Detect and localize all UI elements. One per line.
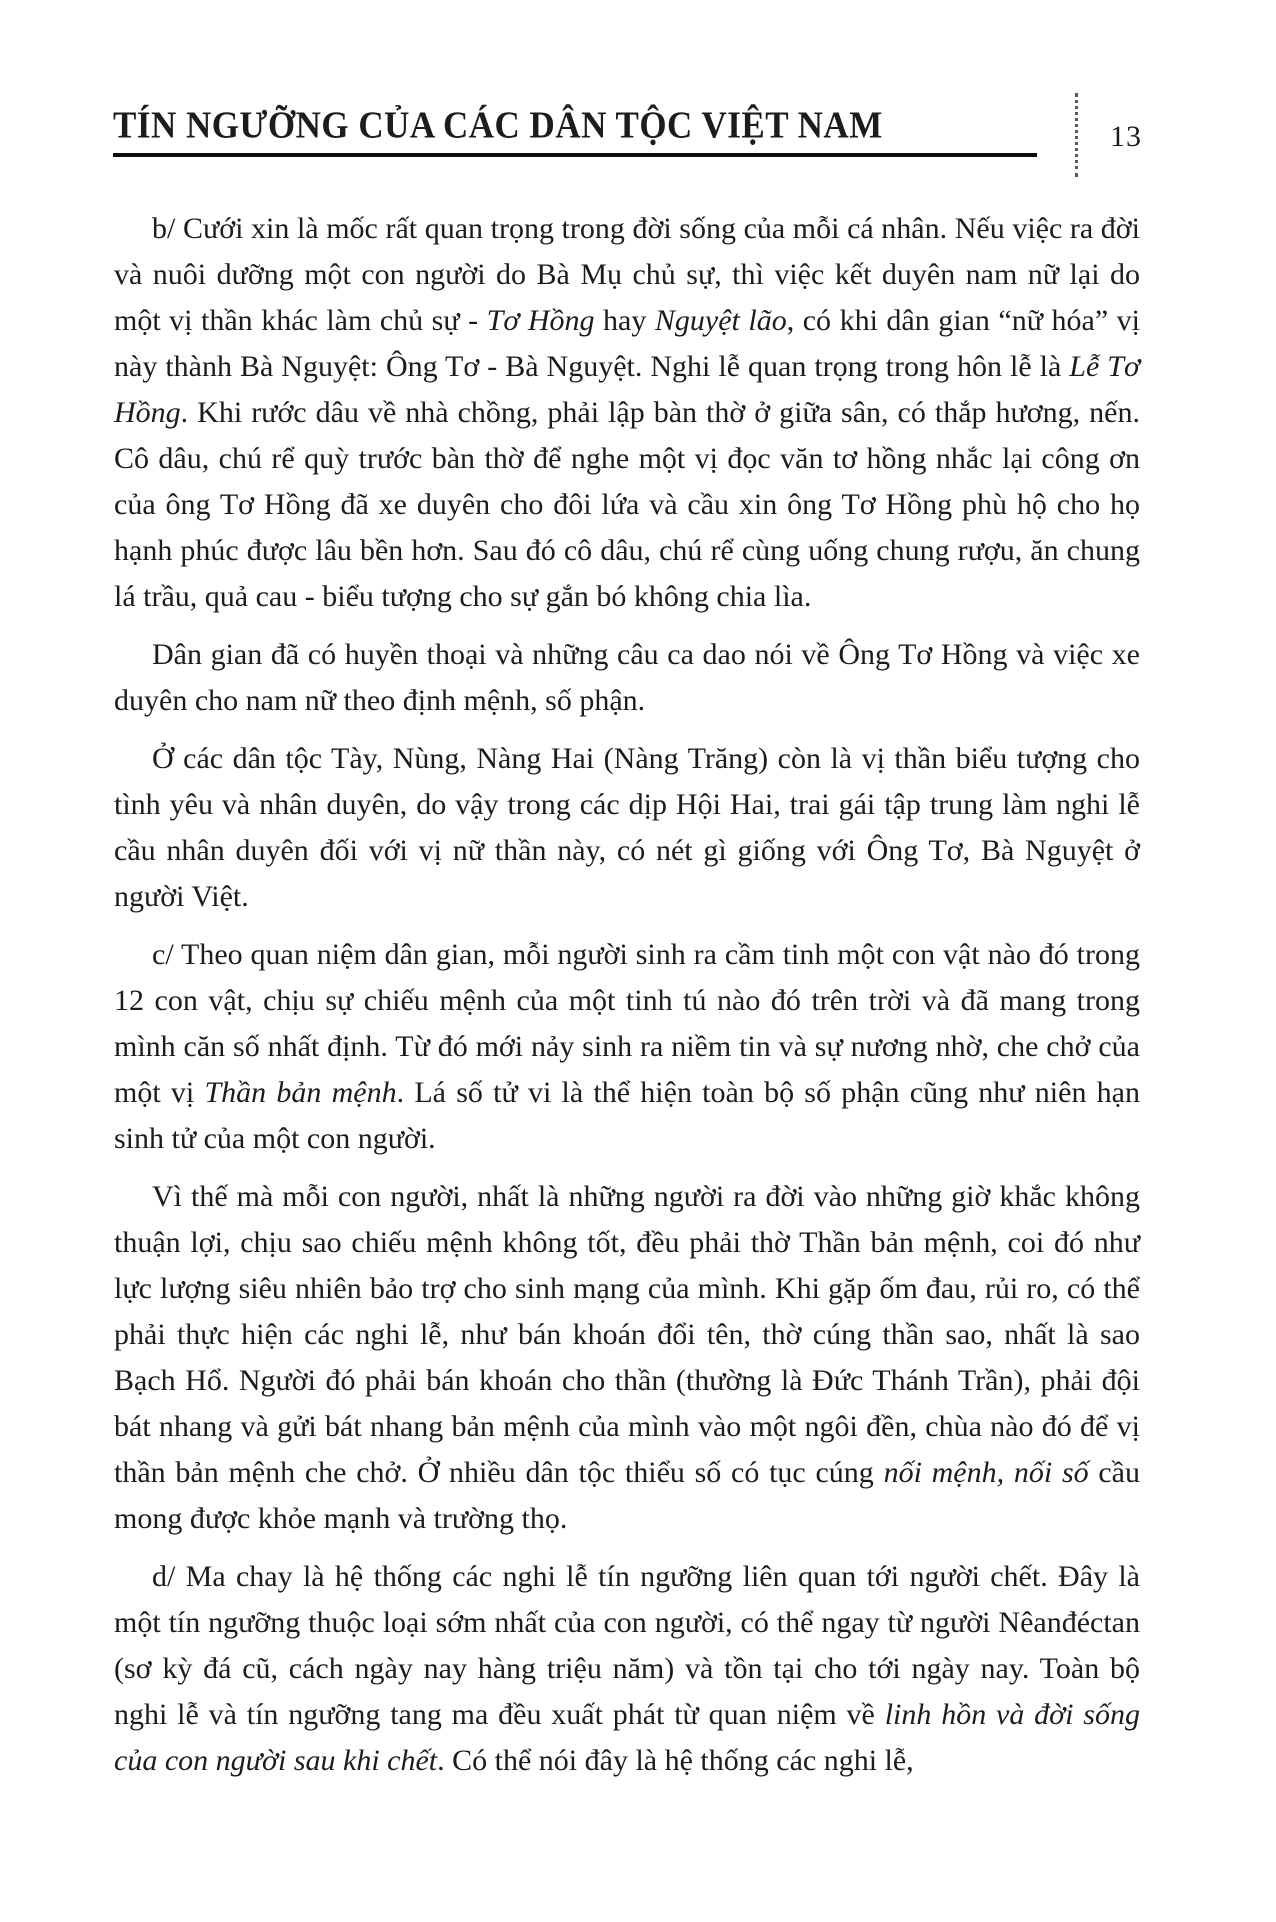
text-run: . Lá số tử vi là thể hiện toàn bộ số phận cũng như niên hạn sinh tử của một con người. — [114, 1076, 1140, 1155]
paragraph — [114, 932, 1140, 1162]
header-divider — [1075, 93, 1078, 177]
paragraph — [114, 1554, 1140, 1784]
page-body — [114, 206, 1140, 1796]
paragraph — [114, 736, 1140, 920]
header-rule — [113, 153, 1037, 157]
paragraph — [114, 206, 1140, 620]
text-run: c/ Theo quan niệm dân gian, mỗi người sinh ra cầm tinh một con vật nào đó trong 12 con vật, chịu sự chiếu mệnh của một tinh tú nào đó trên trời và đã mang trong mình căn số nhất định. Từ đó mới nảy sinh ra niềm tin và sự nương nhờ, che chở của một vị — [114, 938, 1140, 1109]
text-run: cầu mong được khỏe mạnh và trường thọ. — [114, 1456, 1140, 1535]
text-run: Ở các dân tộc Tày, Nùng, Nàng Hai (Nàng Trăng) còn là vị thần biểu tượng cho tình yêu và nhân duyên, do vậy trong các dịp Hội Hai, trai gái tập trung làm nghi lễ cầu nhân duyên đối với vị nữ thần này, có nét gì giống với Ông Tơ, Bà Nguyệt ở người Việt. — [114, 742, 1140, 913]
text-run: d/ Ma chay là hệ thống các nghi lễ tín ngưỡng liên quan tới người chết. Đây là một tín ngưỡng thuộc loại sớm nhất của con người, có thể ngay từ người Nêanđéctan (sơ kỳ đá cũ, cách ngày nay hàng triệu năm) và tồn tại cho tới ngày nay. Toàn bộ nghi lễ và tín ngưỡng tang ma đều xuất phát từ quan niệm về — [114, 1560, 1140, 1731]
text-run: b/ Cưới xin là mốc rất quan trọng trong đời sống của mỗi cá nhân. Nếu việc ra đời và nuôi dưỡng một con người do Bà Mụ chủ sự, thì việc kết duyên nam nữ lại do một vị thần khác làm chủ sự - — [114, 212, 1140, 337]
text-run: Vì thế mà mỗi con người, nhất là những người ra đời vào những giờ khắc không thuận lợi, chịu sao chiếu mệnh không tốt, đều phải thờ Thần bản mệnh, coi đó như lực lượng siêu nhiên bảo trợ cho sinh mạng của mình. Khi gặp ốm đau, rủi ro, có thể phải thực hiện các nghi lễ, như bán khoán đổi tên, thờ cúng thần sao, nhất là sao Bạch Hổ. Người đó phải bán khoán cho thần (thường là Đức Thánh Trần), phải đội bát nhang và gửi bát nhang bản mệnh của mình vào một ngôi đền, chùa nào đó để vị thần bản mệnh che chở. Ở nhiều dân tộc thiểu số có tục cúng — [114, 1180, 1140, 1489]
italic-term: nối mệnh, nối số — [883, 1456, 1089, 1489]
italic-term: Thần bản mệnh — [204, 1076, 397, 1109]
text-run: . Khi rước dâu về nhà chồng, phải lập bàn thờ ở giữa sân, có thắp hương, nến. Cô dâu, chú rể quỳ trước bàn thờ để nghe một vị đọc văn tơ hồng nhắc lại công ơn của ông Tơ Hồng đã xe duyên cho đôi lứa và cầu xin ông Tơ Hồng phù hộ cho họ hạnh phúc được lâu bền hơn. Sau đó cô dâu, chú rể cùng uống chung rượu, ăn chung lá trầu, quả cau - biểu tượng cho sự gắn bó không chia lìa. — [114, 396, 1140, 613]
running-title: TÍN NGƯỠNG CỦA CÁC DÂN TỘC VIỆT NAM — [113, 104, 883, 147]
text-run: , có khi dân gian “nữ hóa” vị này thành Bà Nguyệt: Ông Tơ - Bà Nguyệt. Nghi lễ quan trọng trong hôn lễ là — [114, 304, 1140, 383]
italic-term: linh hồn và đời sống của con người sau khi chết — [114, 1698, 1140, 1777]
paragraph — [114, 1174, 1140, 1542]
page-number: 13 — [1110, 120, 1142, 153]
text-run: hay — [594, 304, 655, 337]
italic-term: Lễ Tơ Hồng — [114, 350, 1140, 429]
text-run: . Có thể nói đây là hệ thống các nghi lễ, — [437, 1744, 914, 1777]
italic-term: Tơ Hồng — [486, 304, 595, 337]
paragraph — [114, 632, 1140, 724]
italic-term: Nguyệt lão — [654, 304, 787, 337]
text-run: Dân gian đã có huyền thoại và những câu ca dao nói về Ông Tơ Hồng và việc xe duyên cho nam nữ theo định mệnh, số phận. — [114, 638, 1140, 717]
